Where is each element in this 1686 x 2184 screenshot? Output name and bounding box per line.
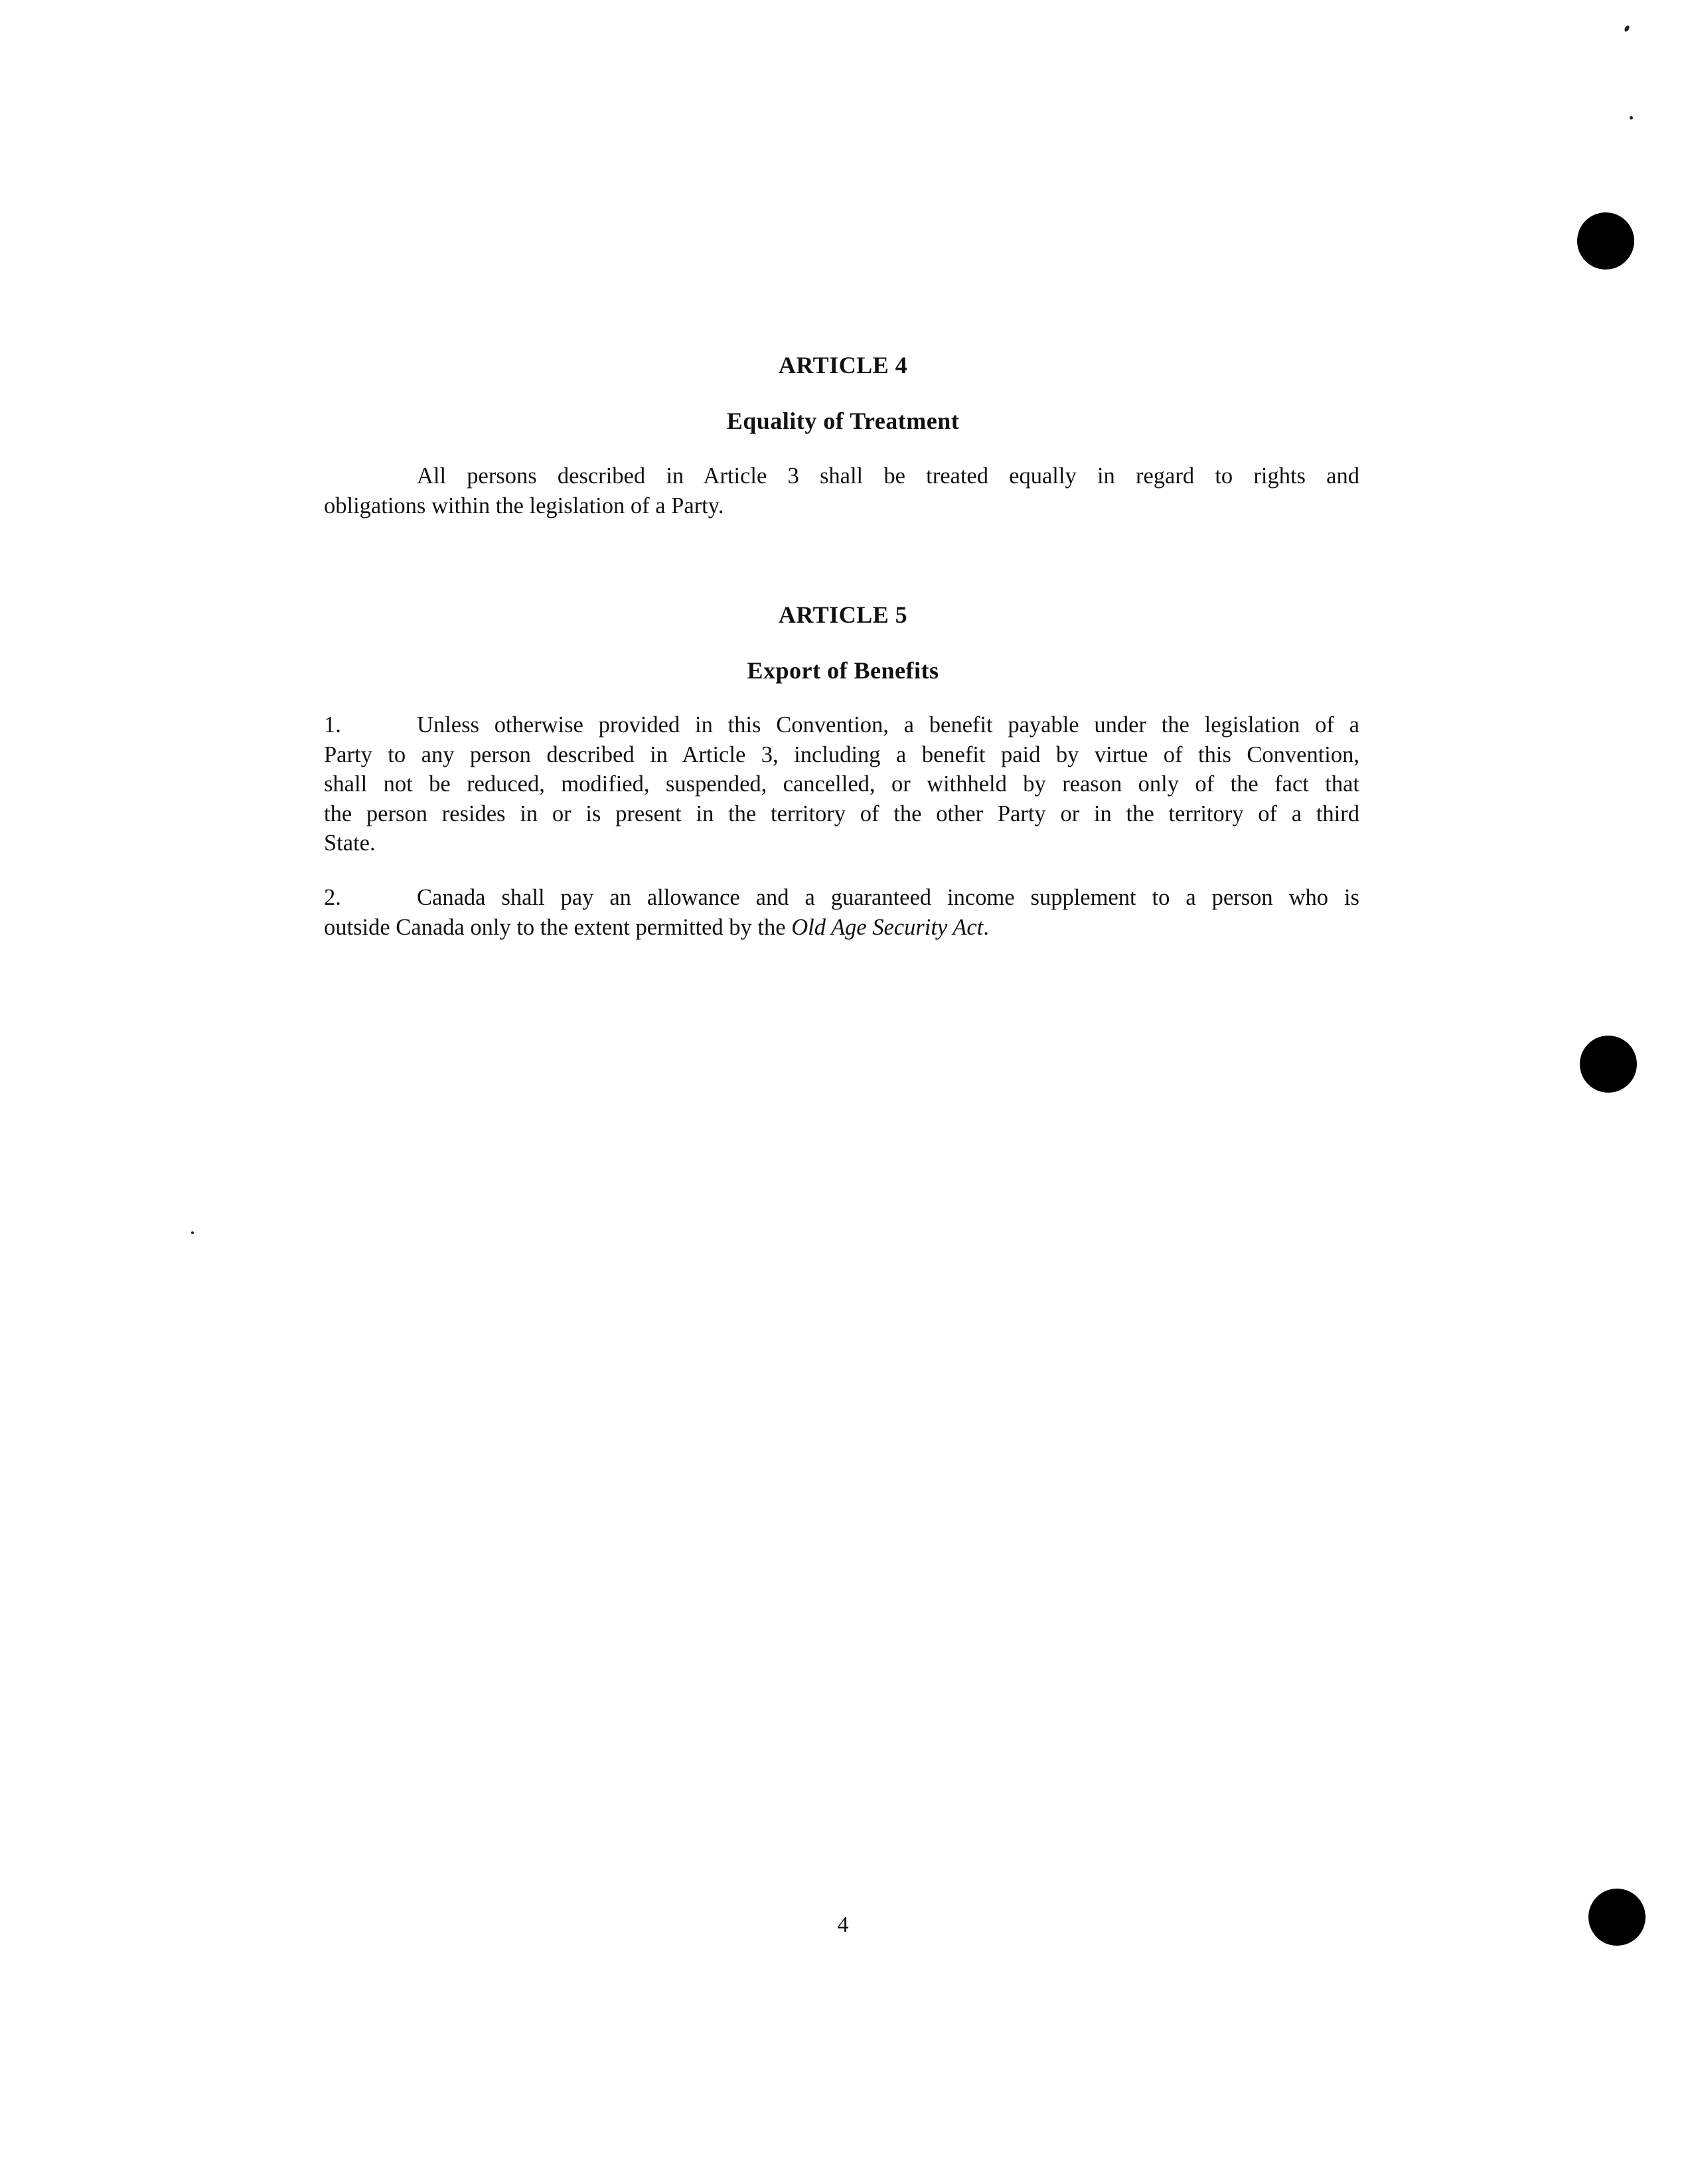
paragraph-line: State. — [324, 830, 376, 856]
paragraph-number: 2. — [324, 885, 341, 910]
article-5-heading: ARTICLE 5 — [778, 601, 908, 628]
act-title: Old Age Security Act — [791, 914, 984, 940]
paragraph-line: shall not be reduced, modified, suspended, cancelled, or withheld by reason only of the fact that — [324, 771, 1359, 797]
paragraph-line-text: Canada shall pay an allowance and a guaranteed income supplement to a person who is — [417, 885, 1359, 910]
paragraph-line-text: outside Canada only to the extent permitted by the — [324, 914, 792, 940]
article-4-title: Equality of Treatment — [726, 408, 960, 434]
article-5-paragraph-2 — [324, 883, 1359, 942]
paragraph-line: obligations within the legislation of a Party. — [324, 493, 724, 518]
paragraph-line-text: . — [983, 914, 989, 940]
paragraph-line: Party to any person described in Article 3, including a benefit paid by virtue of this Convention, — [324, 741, 1359, 767]
page-number: 4 — [837, 1912, 849, 1937]
paragraph-line-text: Unless otherwise provided in this Convention, a benefit payable under the legislation of a — [417, 712, 1359, 738]
paragraph-line — [324, 710, 1359, 740]
punch-hole-top — [1577, 212, 1634, 270]
scan-speck — [1624, 25, 1630, 33]
paragraph-line: All persons described in Article 3 shall be treated equally in regard to rights and — [417, 463, 1359, 489]
paragraph-line: the person resides in or is present in the territory of the other Party or in the territory of a third — [324, 801, 1359, 826]
scan-speck — [191, 1231, 194, 1234]
punch-hole-middle — [1580, 1036, 1637, 1093]
article-5-title: Export of Benefits — [747, 657, 939, 684]
article-5-paragraph-1 — [324, 710, 1359, 858]
scan-speck — [1630, 116, 1633, 119]
article-4-heading: ARTICLE 4 — [778, 352, 908, 378]
paragraph-line — [324, 883, 1359, 913]
paragraph-number: 1. — [324, 712, 341, 738]
paragraph-line — [324, 913, 1359, 943]
article-4-paragraph — [324, 461, 1359, 520]
